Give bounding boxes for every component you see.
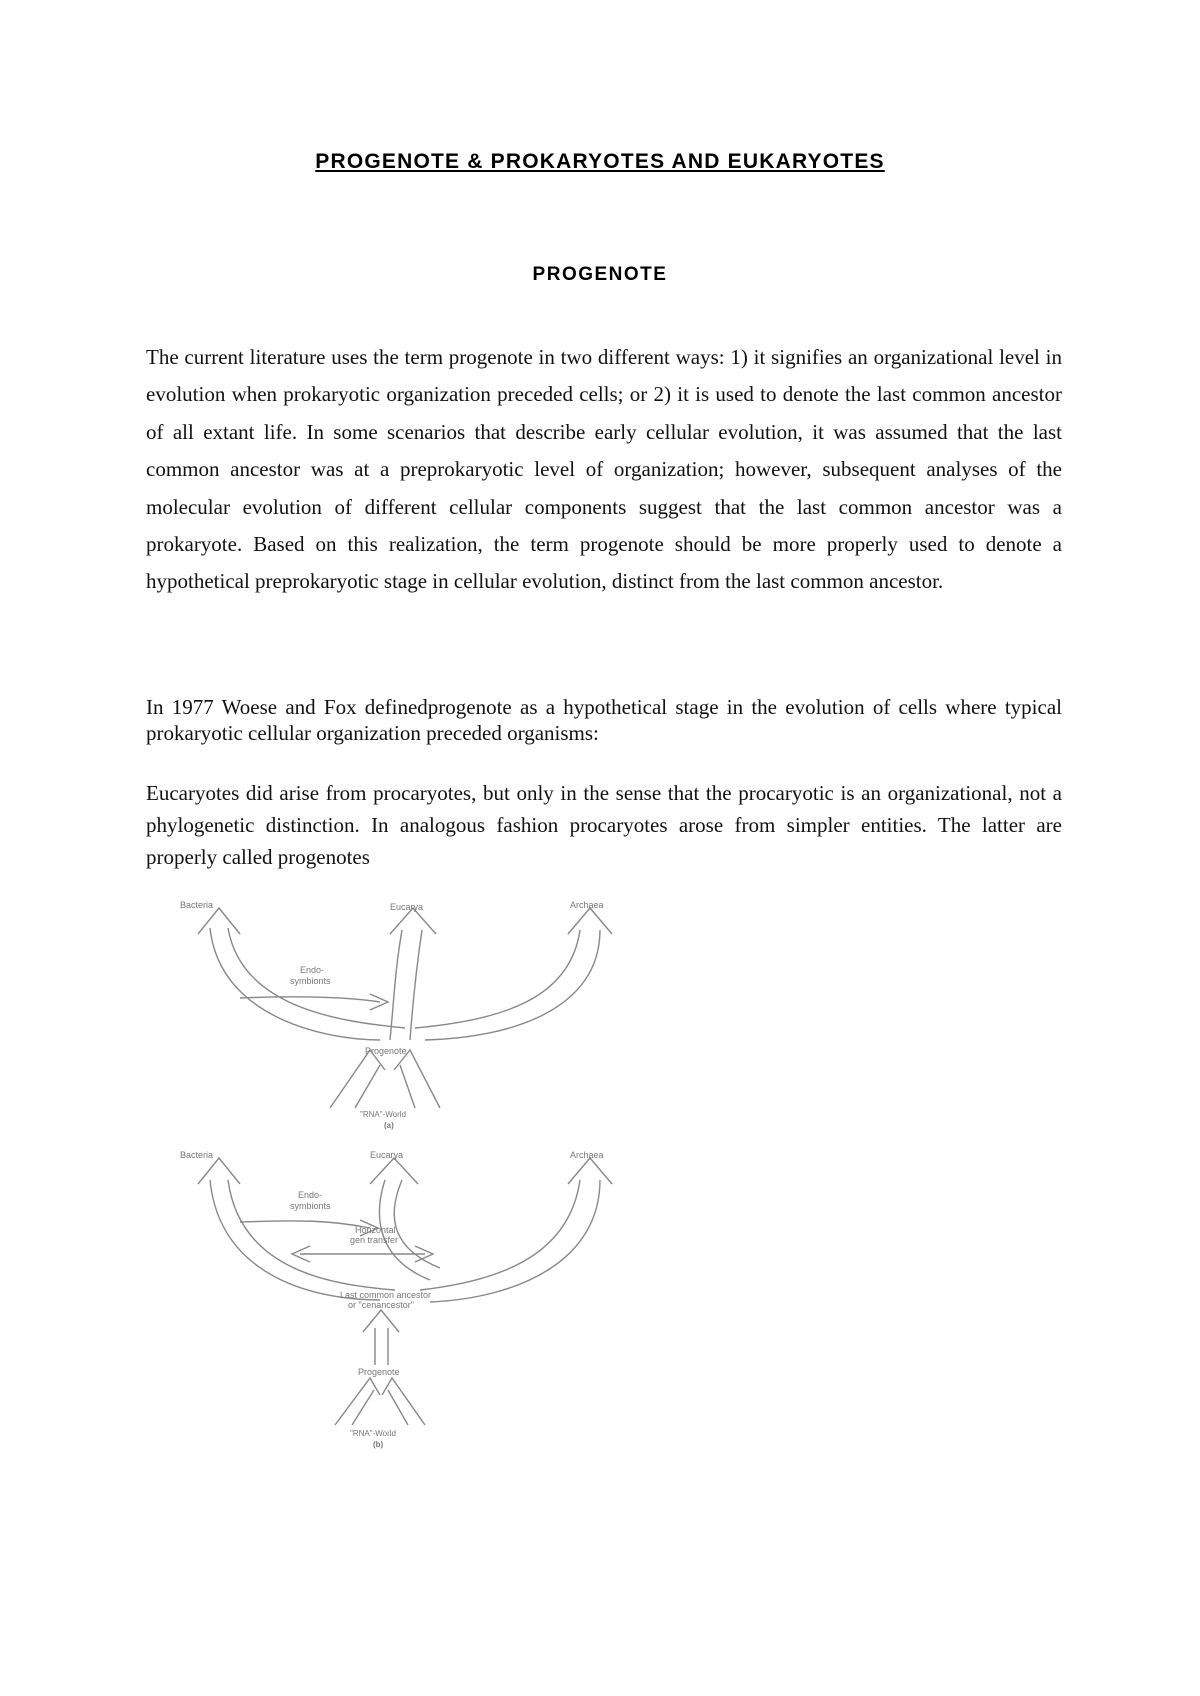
label-lca-b: Last common ancestor — [340, 1290, 432, 1300]
arrow-rna-right — [394, 1050, 440, 1108]
paragraph-3: Eucaryotes did arise from procaryotes, but only in the sense that the procaryotic is an organizational, not a phylogenetic distinction. In analogous fashion procaryotes arose from simpler entities. The latter are properly called progenotes — [146, 781, 1062, 869]
label-rna-world-b: "RNA"-World — [350, 1429, 396, 1438]
label-symbionts-a: symbionts — [290, 976, 331, 986]
arrow-progenote-to-lca — [375, 1328, 388, 1365]
label-archaea-a: Archaea — [570, 900, 604, 910]
label-progenote-b: Progenote — [358, 1367, 400, 1377]
label-bacteria-a: Bacteria — [180, 900, 214, 910]
label-eucarya-a: Eucarya — [390, 902, 424, 912]
arrow-to-archaea-b — [420, 1180, 580, 1290]
arrow-to-archaea — [415, 930, 580, 1028]
label-cenancestor-b: or "cenancestor" — [348, 1300, 414, 1310]
paragraph-2: In 1977 Woese and Fox definedprogenote as a hypothetical stage in the evolution of cells where typical prokaryotic cellular organization preceded organisms: — [146, 695, 1062, 745]
caption-a: (a) — [384, 1121, 394, 1130]
label-endo-a: Endo- — [300, 965, 325, 975]
arrow-to-eucarya — [390, 930, 402, 1040]
arrow-rna-left — [330, 1050, 385, 1108]
label-rna-world-a: "RNA"-World — [360, 1110, 406, 1119]
arrow-rna-left-b — [335, 1378, 380, 1425]
label-archaea-b: Archaea — [570, 1150, 604, 1160]
figure-b-diagram — [180, 1150, 640, 1450]
arrow-endosymbionts — [240, 997, 380, 1002]
section-heading: PROGENOTE — [532, 264, 668, 285]
paragraph-1: The current literature uses the term progenote in two different ways: 1) it signifies an organizational level in evolution when prokaryotic organization preceded cells; or 2) it is used to denote the last common ancestor of all extant life. In some scenarios that describe early cellular evolution, it was assumed that the last common ancestor was at a preprokaryotic level of organization; however, subsequent analyses of the molecular evolution of different cellular components suggest that the last common ancestor was a prokaryote. Based on this realization, the term progenote should be more properly used to denote a hypothetical preprokaryotic stage in cellular evolution, distinct from the last common ancestor. — [146, 345, 1062, 594]
document-title: PROGENOTE & PROKARYOTES AND EUKARYOTES — [315, 150, 885, 173]
label-progenote-a: Progenote — [365, 1046, 407, 1056]
caption-b: (b) — [373, 1440, 384, 1449]
label-endo-b: Endo- — [298, 1190, 323, 1200]
label-eucarya-b: Eucarya — [370, 1150, 404, 1160]
label-symbionts-b: symbionts — [290, 1201, 331, 1211]
figure-a-diagram — [180, 900, 640, 1130]
label-bacteria-b: Bacteria — [180, 1150, 214, 1160]
label-horizontal-b: Horizontal — [355, 1225, 396, 1235]
label-gen-transfer-b: gen transfer — [350, 1235, 399, 1245]
arrow-endosymbionts-b — [240, 1221, 370, 1228]
